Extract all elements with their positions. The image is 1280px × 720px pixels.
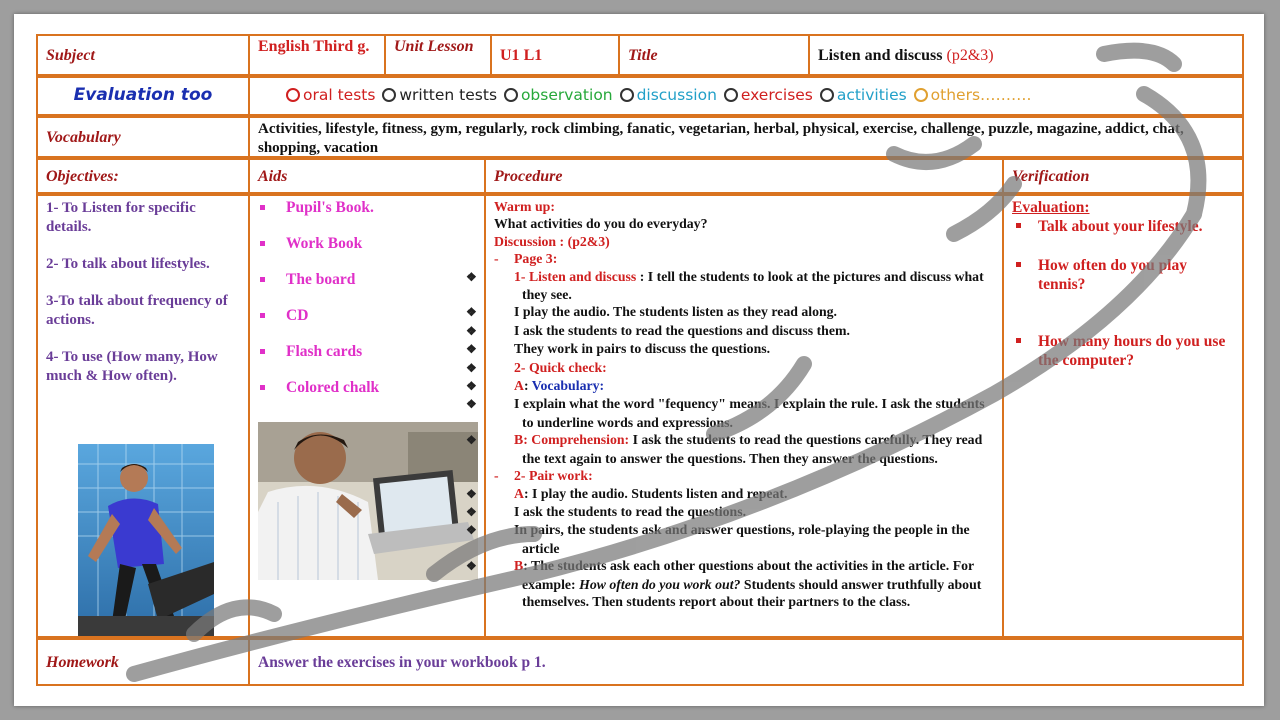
radio-circle-icon <box>724 88 738 102</box>
lesson-plan-page <box>14 14 1264 706</box>
radio-circle-icon <box>820 88 834 102</box>
warm-up-heading: Warm up: <box>494 199 555 214</box>
verification-header-cell <box>1002 158 1244 194</box>
aids-header: Aids <box>258 168 288 185</box>
pair-work-heading: 2- Pair work: <box>514 468 593 484</box>
verification-title: Evaluation: <box>1012 199 1090 216</box>
radio-circle-icon <box>504 88 518 102</box>
evaluation-options <box>248 76 1244 116</box>
radio-circle-icon <box>620 88 634 102</box>
option-written-tests[interactable]: written tests <box>382 78 497 112</box>
quick-check-colon: : <box>602 359 607 375</box>
pair-work-b-text: : The students ask each other questions about the activities in the article. For example: <box>522 558 974 592</box>
vocabulary-text: Activities, lifestyle, fitness, gym, regularly, rock climbing, fanatic, vegetarian, herbal, physical, exercise, challenge, puzzle, magazine, addict, chat, shopping, vacation <box>248 116 1244 158</box>
procedure-step: I ask the students to read the questions. <box>514 503 747 519</box>
verification-header: Verification <box>1012 168 1090 185</box>
evaluation-label-cell <box>36 76 250 116</box>
unit-label-cell <box>384 34 492 76</box>
subject-value: English Third g. <box>258 38 370 55</box>
aid-item: Colored chalk <box>258 379 476 397</box>
aid-item: The board <box>258 271 476 289</box>
aid-item: Work Book <box>258 235 476 253</box>
objective-item: 3-To talk about frequency of actions. <box>46 293 228 328</box>
quick-check-heading: 2- Quick check <box>514 359 603 375</box>
option-oral-tests[interactable]: oral tests <box>286 78 375 112</box>
homework-text: Answer the exercises in your workbook p 1. <box>248 638 1244 686</box>
title-value: Listen and discuss <box>818 47 943 64</box>
vocabulary-label: Vocabulary <box>46 129 121 146</box>
vocabulary-step-label: A <box>514 378 524 394</box>
aid-item: CD <box>258 307 476 325</box>
aids-header-cell <box>248 158 486 194</box>
pair-work-a-label: A <box>514 485 524 501</box>
pair-work-b-label: B <box>514 558 524 574</box>
lesson-value: L1 <box>523 47 543 64</box>
aids-list <box>258 199 476 397</box>
evaluation-label: Evaluation too <box>73 85 213 105</box>
page-3-heading: Page 3: <box>514 251 558 267</box>
verification-item: How many hours do you use the computer? <box>1012 332 1234 370</box>
subject-label: Subject <box>46 47 95 64</box>
listen-discuss-heading: 1- Listen and discuss <box>514 268 637 284</box>
title-label-cell <box>618 34 810 76</box>
option-observation[interactable]: observation <box>504 78 613 112</box>
verification-item: Talk about your lifestyle. <box>1012 217 1234 236</box>
objective-item: 4- To use (How many, How much & How often). <box>46 349 218 384</box>
unit-value-cell <box>490 34 620 76</box>
vocabulary-step-text: I explain what the word "fequency" means. I explain the rule. I ask the students to underline words and expressions. <box>514 396 985 430</box>
radio-circle-icon <box>382 88 396 102</box>
objectives-header-cell <box>36 158 250 194</box>
objectives-cell <box>36 194 250 638</box>
verification-item: How often do you play tennis? <box>1012 256 1234 294</box>
option-activities[interactable]: activities <box>820 78 907 112</box>
radio-circle-icon <box>286 88 300 102</box>
aid-item: Pupil's Book. <box>258 199 476 217</box>
procedure-header-cell <box>484 158 1004 194</box>
homework-label: Homework <box>46 654 119 671</box>
aid-item: Flash cards <box>258 343 476 361</box>
comprehension-text: I ask the students to read the questions carefully. They read the text again to answer the questions. Then they answer the questions. <box>522 432 983 466</box>
procedure-cell: Warm up: What activities do you do everyday? Discussion : (p2&3) - Page 3: ❖ 1- Listen and discuss : I tell the students to look at the pictures and discuss what they see. ❖ I play the audio. The students listen as they read along. ❖ I ask the students to read the questions and discuss them. ❖ They work in pairs to discuss the questions. ❖ 2- Quick check: ❖ A: Vocabulary: ❖ I explain what the word "fequency" means. I explain the rule. I ask the students to underline words and expressions. ❖ B: Comprehension: I ask the students to read the questions carefully. They read the text again to answer the questions. Then they answer the questions. - 2- Pair work: ❖ A: I play the audio. Students listen and repeat. ❖ I ask the students to read the questions. ❖ In pairs, the students ask and answer questions, role-playing the people in the article ❖ B: The students ask each other questions about the activities in the article. For example: How often do you work out? Students should answer truthfully about themselves. Then students report about their partners to the class. <box>484 194 1004 638</box>
vocabulary-step-heading: Vocabulary: <box>531 378 605 394</box>
listen-discuss-text: : I tell the students to look at the pictures and discuss what they see. <box>522 268 984 303</box>
objectives-header: Objectives: <box>46 168 119 185</box>
verification-list <box>1012 217 1234 370</box>
option-others[interactable]: others………. <box>914 78 1032 112</box>
pair-work-a-text: : I play the audio. Students listen and repeat. <box>523 485 788 501</box>
aids-cell <box>248 194 486 638</box>
title-pages: (p2&3) <box>946 47 994 64</box>
procedure-header: Procedure <box>494 168 563 185</box>
unit-value: U1 <box>500 47 520 64</box>
objective-item: 2- To talk about lifestyles. <box>46 256 210 272</box>
radio-circle-icon <box>914 88 928 102</box>
homework-label-cell <box>36 638 250 686</box>
warm-up-question: What activities do you do everyday? <box>494 216 708 232</box>
unit-label: Unit Lesson <box>394 38 474 55</box>
office-man-laptop-image <box>258 422 478 580</box>
title-label: Title <box>628 47 658 64</box>
procedure-step: I play the audio. The students listen as they read along. <box>514 304 838 320</box>
pair-work-example: How often do you work out? <box>579 576 741 592</box>
pair-work-b-tail: Students should answer truthfully about themselves. Then students report about their partners to the class. <box>522 576 982 609</box>
option-exercises[interactable]: exercises <box>724 78 813 112</box>
discussion-heading: Discussion : (p2&3) <box>494 233 610 249</box>
objective-item: 1- To Listen for specific details. <box>46 200 196 235</box>
procedure-step: In pairs, the students ask and answer questions, role-playing the people in the article <box>514 522 970 556</box>
title-value-cell <box>808 34 1244 76</box>
subject-label-cell <box>36 34 250 76</box>
comprehension-heading: B: Comprehension: <box>514 432 630 448</box>
treadmill-runner-image <box>78 444 214 636</box>
subject-value-cell <box>248 34 386 76</box>
procedure-step: I ask the students to read the questions and discuss them. <box>514 322 850 338</box>
verification-cell <box>1002 194 1244 638</box>
procedure-step: They work in pairs to discuss the questions. <box>514 341 771 357</box>
vocabulary-label-cell <box>36 116 250 158</box>
option-discussion[interactable]: discussion <box>620 78 717 112</box>
